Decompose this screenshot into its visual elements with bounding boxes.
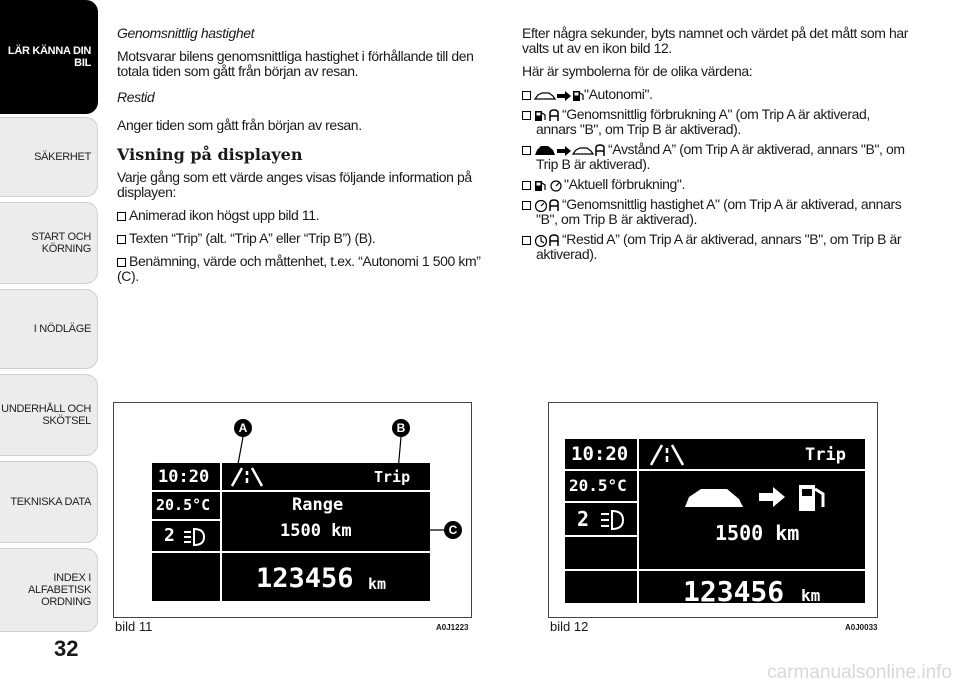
- callout-b: B: [392, 419, 410, 437]
- range-symbol-icon: [683, 479, 833, 513]
- symbol-item-text: “Restid A” (om Trip A är aktiverad, annars "B", om Trip B är aktiverad).: [536, 231, 902, 262]
- fuel-pump-icon: [572, 89, 584, 102]
- tab-tekniska-data[interactable]: [0, 461, 98, 543]
- odometer-value: 123456: [683, 575, 785, 608]
- section-title: Visning på displayen: [117, 145, 303, 164]
- symbol-item: [522, 107, 912, 137]
- range-label: Range: [292, 495, 344, 515]
- tab-label: START OCH KÖRNING: [31, 231, 91, 255]
- figure-11-code: A0J1223: [436, 623, 469, 632]
- figure-12-code: A0J0033: [845, 623, 878, 632]
- road-icon: [649, 444, 685, 466]
- checkbox-bullet-icon: [117, 235, 126, 244]
- trip-label: Trip: [805, 445, 846, 465]
- paragraph-time: Anger tiden som gått från början av resan.: [117, 117, 362, 133]
- symbols-title: Här är symbolerna för de olika värdena:: [522, 63, 753, 79]
- headlight-icon: [599, 509, 625, 531]
- list-item-text: Benämning, värde och måttenhet, t.ex. “Autonomi 1 500 km” (C).: [117, 253, 481, 284]
- list-item-text: Animerad ikon högst upp bild 11.: [129, 207, 320, 223]
- left-column: [117, 26, 497, 284]
- tab-label: UNDERHÅLL OCH SKÖTSEL: [1, 403, 91, 427]
- checkbox-bullet-icon: [522, 201, 531, 210]
- symbol-item-text: "Aktuell förbrukning".: [564, 176, 685, 192]
- tab-label: I NÖDLÄGE: [33, 323, 91, 335]
- callout-a: A: [234, 419, 252, 437]
- symbol-item-text: “Avstånd A” (om Trip A är aktiverad, annars "B", om Trip B är aktiverad).: [536, 141, 905, 172]
- figure-11: [113, 402, 472, 618]
- heading-restid: Restid: [117, 89, 155, 105]
- gear-readout: 2: [164, 525, 175, 546]
- tab-sakerhet[interactable]: [0, 117, 98, 197]
- tab-underhall-och-skotsel[interactable]: [0, 374, 98, 456]
- checkbox-bullet-icon: [522, 146, 531, 155]
- road-icon: [230, 467, 264, 487]
- range-value: 1500 km: [280, 521, 352, 541]
- right-column: [522, 26, 912, 262]
- clock-readout: 10:20: [571, 443, 629, 465]
- range-value: 1500 km: [715, 521, 800, 545]
- figure-12-caption: bild 12: [550, 619, 589, 634]
- arrow-icon: [556, 90, 572, 102]
- checkbox-bullet-icon: [522, 111, 531, 120]
- clock-readout: 10:20: [158, 467, 210, 487]
- callout-c: C: [444, 521, 462, 539]
- checkbox-bullet-icon: [117, 212, 126, 221]
- figure-11-caption: bild 11: [115, 619, 153, 634]
- symbol-item-text: "Autonomi".: [584, 86, 653, 102]
- tab-i-nodlage[interactable]: [0, 289, 98, 369]
- tab-index[interactable]: [0, 548, 98, 632]
- tab-start-och-korning[interactable]: [0, 202, 98, 284]
- tab-label: LÄR KÄNNA DIN BIL: [7, 45, 91, 69]
- heading-genomsnittlig-hastighet: Genomsnittlig hastighet: [117, 25, 255, 41]
- fuel-pump-icon: [534, 179, 548, 192]
- tab-label: SÄKERHET: [34, 151, 91, 163]
- headlight-icon: [182, 527, 206, 547]
- odometer-value: 123456: [256, 563, 354, 594]
- symbol-item: [522, 177, 912, 192]
- temperature-readout: 20.5°C: [569, 476, 627, 495]
- symbol-item: [522, 232, 912, 262]
- odometer-unit: km: [801, 586, 821, 605]
- tab-label: TEKNISKA DATA: [10, 496, 91, 508]
- symbol-item-text: “Genomsnittlig förbrukning A" (om Trip A är aktiverad, annars "B", om Trip B är aktiverad).: [536, 106, 870, 137]
- checkbox-bullet-icon: [117, 258, 126, 267]
- list-item: [117, 231, 497, 246]
- tab-lar-kanna-din-bil[interactable]: [0, 0, 98, 114]
- figure-12: [548, 402, 878, 618]
- list-item: [117, 254, 497, 284]
- symbol-item-text: “Genomsnittlig hastighet A" (om Trip A är aktiverad, annars "B", om Trip B är aktiverad).: [536, 196, 902, 227]
- trip-label: Trip: [374, 468, 411, 486]
- gauge-icon: [548, 179, 564, 192]
- checkbox-bullet-icon: [522, 236, 531, 245]
- car-outline-icon: [534, 90, 556, 102]
- paragraph-intro: Varje gång som ett värde anges visas följande information på displayen:: [117, 169, 472, 200]
- gear-readout: 2: [577, 507, 590, 531]
- display-screen: [152, 463, 430, 601]
- symbol-item: [522, 87, 912, 102]
- watermark: carmanualsonline.info: [767, 662, 952, 683]
- paragraph-right-intro: Efter några sekunder, byts namnet och värdet på det mått som har valts ut av en ikon bild 12.: [522, 25, 909, 56]
- page-number: 32: [54, 636, 79, 661]
- display-screen: [565, 439, 865, 608]
- temperature-readout: 20.5°C: [156, 496, 211, 514]
- symbol-item: [522, 197, 912, 227]
- list-item-text: Texten “Trip” (alt. “Trip A” eller “Trip B”) (B).: [129, 230, 376, 246]
- checkbox-bullet-icon: [522, 91, 531, 100]
- symbol-item: [522, 142, 912, 172]
- list-item: [117, 208, 497, 223]
- paragraph-speed: Motsvarar bilens genomsnittliga hastighet i förhållande till den totala tiden som gått från början av resan.: [117, 48, 474, 79]
- odometer-unit: km: [368, 575, 387, 593]
- tab-label: INDEX I ALFABETISK ORDNING: [27, 572, 91, 608]
- checkbox-bullet-icon: [522, 181, 531, 190]
